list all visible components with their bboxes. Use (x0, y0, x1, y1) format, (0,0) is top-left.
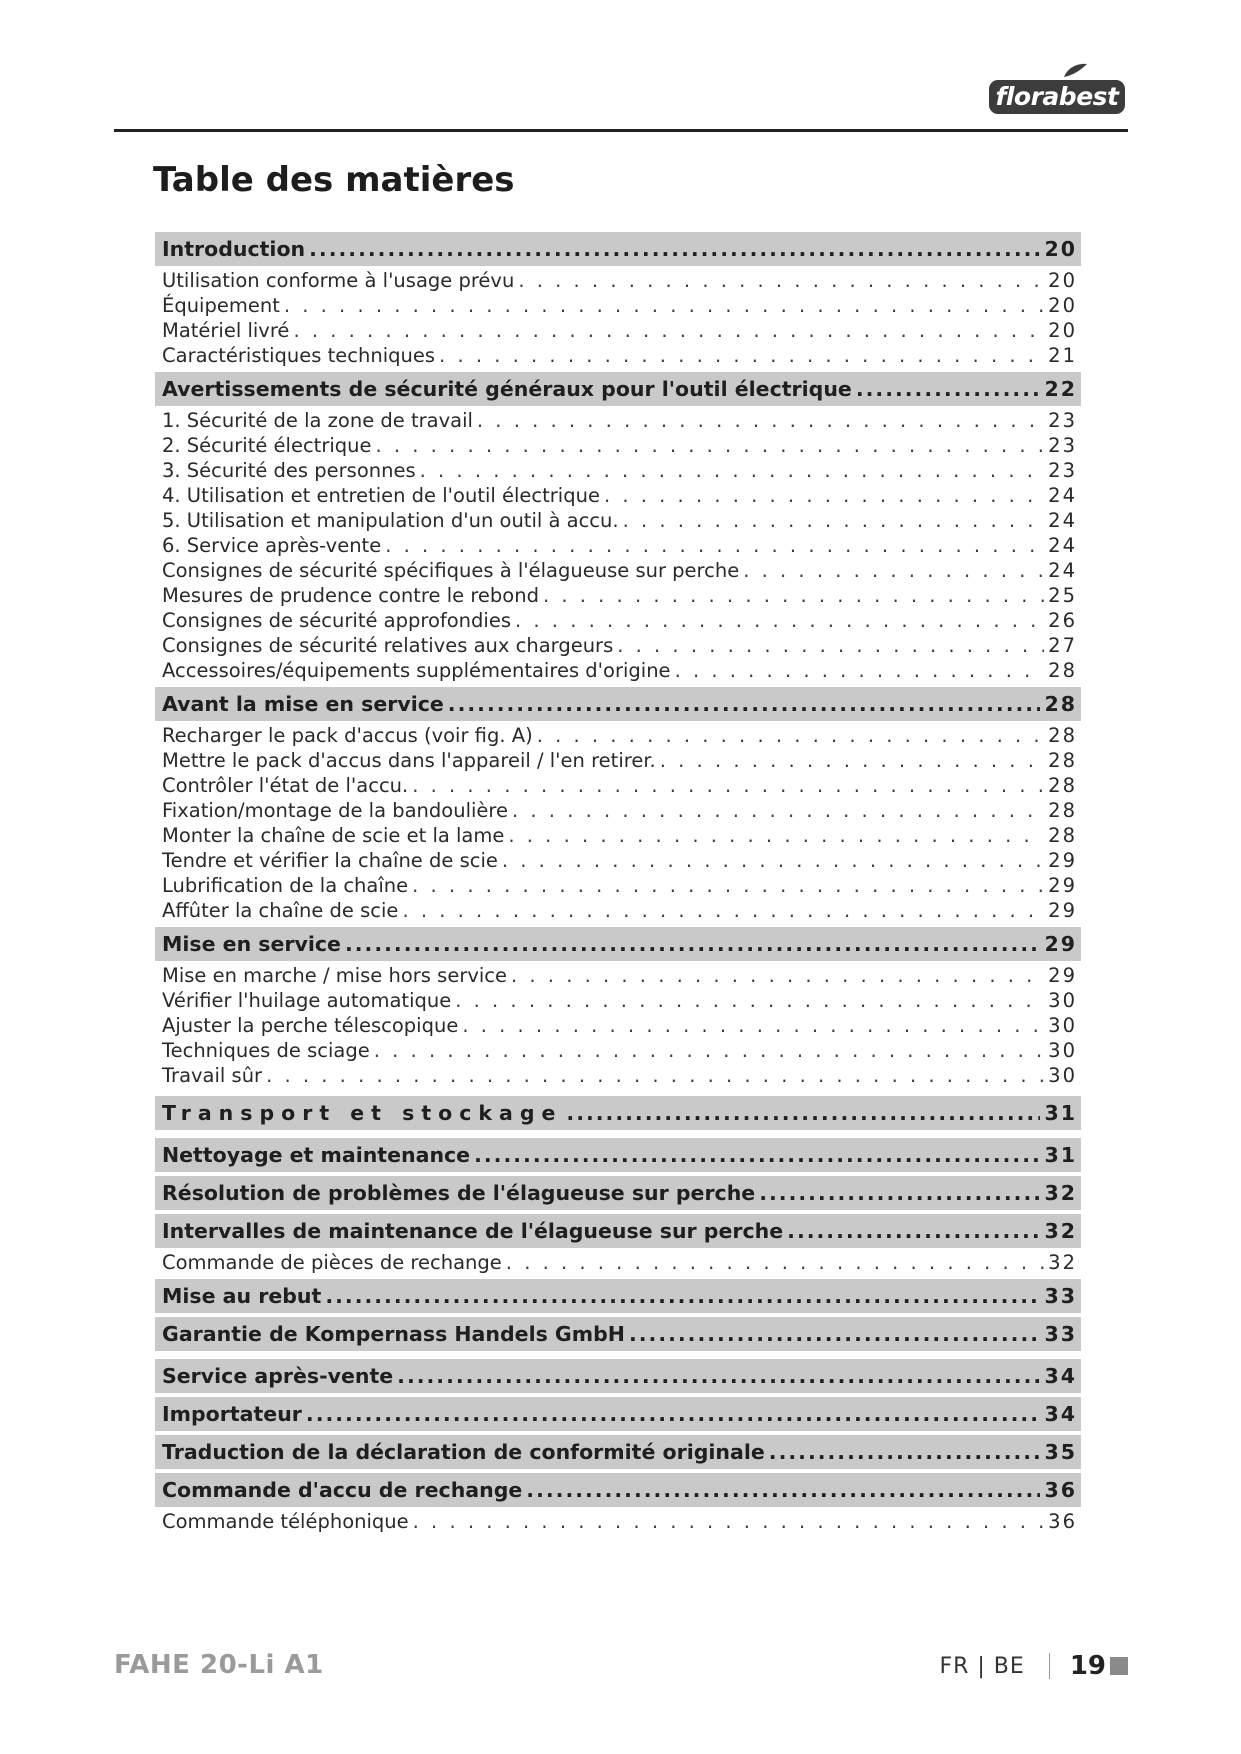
toc-entry-label: Ajuster la perche télescopique (162, 1014, 459, 1037)
toc-entry (155, 558, 1081, 583)
toc-page-number: 33 (1044, 1322, 1077, 1346)
dot-leader (537, 723, 1044, 748)
toc-section-heading (155, 1176, 1081, 1210)
toc-page-number: 28 (1048, 774, 1077, 797)
toc-page-number: 32 (1048, 1251, 1077, 1274)
page-title: Table des matières (153, 160, 515, 200)
toc-entry-label: 6. Service après-vente (162, 534, 382, 557)
toc-page-number: 36 (1044, 1478, 1077, 1502)
toc-entry-label: Travail sûr (162, 1064, 263, 1087)
toc-entry-label: Mise au rebut (162, 1284, 322, 1308)
toc-page-number: 31 (1044, 1101, 1077, 1125)
dot-leader (617, 633, 1044, 658)
toc-entry (155, 963, 1081, 988)
dot-leader (477, 408, 1044, 433)
dot-leader (518, 268, 1044, 293)
toc-entry-label: 1. Sécurité de la zone de travail (162, 409, 473, 432)
toc-page-number: 34 (1044, 1364, 1077, 1388)
page-number: 19 (1069, 1651, 1106, 1681)
toc-entry (155, 658, 1081, 683)
toc-entry-label: Traduction de la déclaration de conformité originale (162, 1440, 765, 1464)
square-marker-icon (1110, 1657, 1128, 1675)
toc-entry-label: 5. Utilisation et manipulation d'un outil à accu. (162, 509, 619, 532)
dot-leader (566, 1096, 1040, 1130)
toc-page-number: 30 (1048, 1014, 1077, 1037)
toc-section-heading (155, 1473, 1081, 1507)
toc-entry-label: Monter la chaîne de scie et la lame (162, 824, 505, 847)
toc-entry (155, 798, 1081, 823)
toc-entry (155, 268, 1081, 293)
toc-entry-label: Commande téléphonique (162, 1510, 409, 1533)
dot-leader (511, 963, 1044, 988)
dot-leader (397, 1359, 1040, 1393)
toc-page-number: 23 (1048, 434, 1077, 457)
toc-entry (155, 1509, 1081, 1534)
toc-entry-label: Avant la mise en service (162, 692, 444, 716)
toc-page-number: 32 (1044, 1219, 1077, 1243)
toc-entry-label: Utilisation conforme à l'usage prévu (162, 269, 515, 292)
toc-page-number: 28 (1048, 824, 1077, 847)
toc-entry (155, 748, 1081, 773)
toc-page-number: 24 (1048, 559, 1077, 582)
toc-entry-label: Recharger le pack d'accus (voir fig. A) (162, 724, 533, 747)
toc-page-number: 36 (1048, 1510, 1077, 1533)
toc-entry-label: Nettoyage et maintenance (162, 1143, 471, 1167)
dot-leader (374, 1038, 1044, 1063)
toc-section-heading (155, 1096, 1081, 1130)
toc-entry-label: Équipement (162, 294, 280, 317)
toc-entry (155, 723, 1081, 748)
toc-entry-label: Mise en marche / mise hors service (162, 964, 508, 987)
toc-entry (155, 433, 1081, 458)
toc-page-number: 29 (1048, 899, 1077, 922)
dot-leader (325, 1279, 1040, 1313)
dot-leader (660, 748, 1044, 773)
toc-entry-label: Commande de pièces de rechange (162, 1251, 502, 1274)
toc-entry-label: Fixation/montage de la bandoulière (162, 799, 508, 822)
brand-logo: florabest (989, 80, 1125, 114)
toc-section-heading (155, 1279, 1081, 1313)
toc-entry (155, 583, 1081, 608)
dot-leader (420, 458, 1045, 483)
toc-entry (155, 508, 1081, 533)
dot-leader (508, 823, 1044, 848)
toc-entry (155, 408, 1081, 433)
dot-leader (375, 433, 1044, 458)
dot-leader (769, 1435, 1041, 1469)
dot-leader (412, 873, 1044, 898)
toc-entry-label: Service après-vente (162, 1364, 394, 1388)
toc-entry-label: 4. Utilisation et entretien de l'outil électrique (162, 484, 600, 507)
toc-page-number: 25 (1048, 584, 1077, 607)
toc-entry-label: Techniques de sciage (162, 1039, 370, 1062)
language-code: FR | BE (939, 1653, 1025, 1679)
toc-entry (155, 823, 1081, 848)
toc-entry-label: Transport et stockage (162, 1101, 563, 1125)
dot-leader (787, 1214, 1040, 1248)
dot-leader (266, 1063, 1044, 1088)
dot-leader (345, 927, 1041, 961)
dot-leader (293, 318, 1044, 343)
toc-entry-label: Importateur (162, 1402, 302, 1426)
toc-entry-label: Avertissements de sécurité généraux pour l'outil électrique (162, 377, 852, 401)
toc-entry-label: Accessoires/équipements supplémentaires d'origine (162, 659, 671, 682)
footer-divider (1049, 1653, 1050, 1679)
toc-entry (155, 343, 1081, 368)
toc-entry-label: Garantie de Kompernass Handels GmbH (162, 1322, 625, 1346)
toc-section-heading (155, 372, 1081, 406)
toc-section-heading (155, 1435, 1081, 1469)
dot-leader (502, 848, 1044, 873)
toc-page-number: 20 (1048, 319, 1077, 342)
toc-entry-label: Mise en service (162, 932, 341, 956)
toc-page-number: 21 (1048, 344, 1077, 367)
toc-page-number: 23 (1048, 459, 1077, 482)
toc-page-number: 29 (1048, 964, 1077, 987)
dot-leader (604, 483, 1044, 508)
toc-page-number: 28 (1044, 692, 1077, 716)
toc-section-heading (155, 1317, 1081, 1351)
toc-entry (155, 458, 1081, 483)
toc-entry (155, 873, 1081, 898)
toc-page-number: 29 (1048, 874, 1077, 897)
dot-leader (543, 583, 1044, 608)
toc-entry (155, 633, 1081, 658)
header-divider (114, 129, 1128, 132)
toc-page-number: 20 (1048, 294, 1077, 317)
toc-page-number: 28 (1048, 659, 1077, 682)
dot-leader (448, 687, 1041, 721)
toc-page-number: 24 (1048, 534, 1077, 557)
toc-page-number: 26 (1048, 609, 1077, 632)
toc-entry-label: Résolution de problèmes de l'élagueuse sur perche (162, 1181, 756, 1205)
toc-entry (155, 1013, 1081, 1038)
toc-section-heading (155, 232, 1081, 266)
toc-entry-label: Consignes de sécurité spécifiques à l'élagueuse sur perche (162, 559, 740, 582)
footer-page-info (939, 1651, 1128, 1681)
toc-entry-label: 2. Sécurité électrique (162, 434, 372, 457)
dot-leader (675, 658, 1045, 683)
toc-entry-label: Intervalles de maintenance de l'élagueuse sur perche (162, 1219, 784, 1243)
dot-leader (515, 608, 1044, 633)
toc-entry (155, 533, 1081, 558)
dot-leader (455, 988, 1044, 1013)
toc-page-number: 31 (1044, 1143, 1077, 1167)
toc-entry-label: Consignes de sécurité relatives aux chargeurs (162, 634, 614, 657)
toc-page-number: 20 (1044, 237, 1077, 261)
toc-entry (155, 1250, 1081, 1275)
toc-page-number: 34 (1044, 1402, 1077, 1426)
toc-page-number: 24 (1048, 509, 1077, 532)
toc-page-number: 20 (1048, 269, 1077, 292)
toc-entry (155, 608, 1081, 633)
dot-leader (623, 508, 1045, 533)
toc-entry-label: Vérifier l'huilage automatique (162, 989, 452, 1012)
dot-leader (743, 558, 1044, 583)
toc-entry-label: Matériel livré (162, 319, 290, 342)
toc-entry-label: Mettre le pack d'accus dans l'appareil / l'en retirer. (162, 749, 656, 772)
toc-entry (155, 1063, 1081, 1088)
toc-section-heading (155, 687, 1081, 721)
toc-section-heading (155, 1359, 1081, 1393)
dot-leader (412, 773, 1044, 798)
dot-leader (629, 1317, 1041, 1351)
toc-page-number: 33 (1044, 1284, 1077, 1308)
toc-page-number: 30 (1048, 1039, 1077, 1062)
toc-entry-label: Affûter la chaîne de scie (162, 899, 399, 922)
toc-page-number: 30 (1048, 989, 1077, 1012)
toc-entry-label: Commande d'accu de rechange (162, 1478, 523, 1502)
toc-entry (155, 1038, 1081, 1063)
toc-entry-label: 3. Sécurité des personnes (162, 459, 416, 482)
toc-entry-label: Introduction (162, 237, 306, 261)
toc-entry (155, 318, 1081, 343)
model-number: FAHE 20-Li A1 (114, 1650, 324, 1680)
toc-section-heading (155, 927, 1081, 961)
toc-page-number: 29 (1048, 849, 1077, 872)
toc-page-number: 28 (1048, 749, 1077, 772)
toc-page-number: 27 (1048, 634, 1077, 657)
dot-leader (474, 1138, 1040, 1172)
toc-entry-label: Lubrification de la chaîne (162, 874, 409, 897)
dot-leader (526, 1473, 1040, 1507)
dot-leader (284, 293, 1044, 318)
toc-entry-label: Contrôler l'état de l'accu. (162, 774, 409, 797)
toc-page-number: 35 (1044, 1440, 1077, 1464)
dot-leader (512, 798, 1044, 823)
toc-entry (155, 988, 1081, 1013)
toc-page-number: 29 (1044, 932, 1077, 956)
dot-leader (402, 898, 1044, 923)
toc-page-number: 32 (1044, 1181, 1077, 1205)
dot-leader (462, 1013, 1044, 1038)
toc-entry-label: Tendre et vérifier la chaîne de scie (162, 849, 498, 872)
dot-leader (759, 1176, 1040, 1210)
toc-entry (155, 898, 1081, 923)
table-of-contents (155, 228, 1081, 1534)
toc-entry (155, 483, 1081, 508)
toc-page-number: 22 (1044, 377, 1077, 401)
dot-leader (309, 232, 1040, 266)
dot-leader (385, 533, 1044, 558)
toc-section-heading (155, 1214, 1081, 1248)
toc-page-number: 30 (1048, 1064, 1077, 1087)
toc-page-number: 24 (1048, 484, 1077, 507)
toc-entry-label: Consignes de sécurité approfondies (162, 609, 511, 632)
toc-entry-label: Caractéristiques techniques (162, 344, 436, 367)
leaf-icon (1062, 63, 1088, 79)
toc-entry (155, 848, 1081, 873)
dot-leader (506, 1250, 1044, 1275)
toc-entry-label: Mesures de prudence contre le rebond (162, 584, 539, 607)
dot-leader (856, 372, 1041, 406)
dot-leader (306, 1397, 1041, 1431)
toc-entry (155, 773, 1081, 798)
dot-leader (439, 343, 1044, 368)
toc-section-heading (155, 1138, 1081, 1172)
toc-page-number: 28 (1048, 799, 1077, 822)
dot-leader (413, 1509, 1045, 1534)
toc-section-heading (155, 1397, 1081, 1431)
toc-page-number: 23 (1048, 409, 1077, 432)
toc-page-number: 28 (1048, 724, 1077, 747)
toc-entry (155, 293, 1081, 318)
